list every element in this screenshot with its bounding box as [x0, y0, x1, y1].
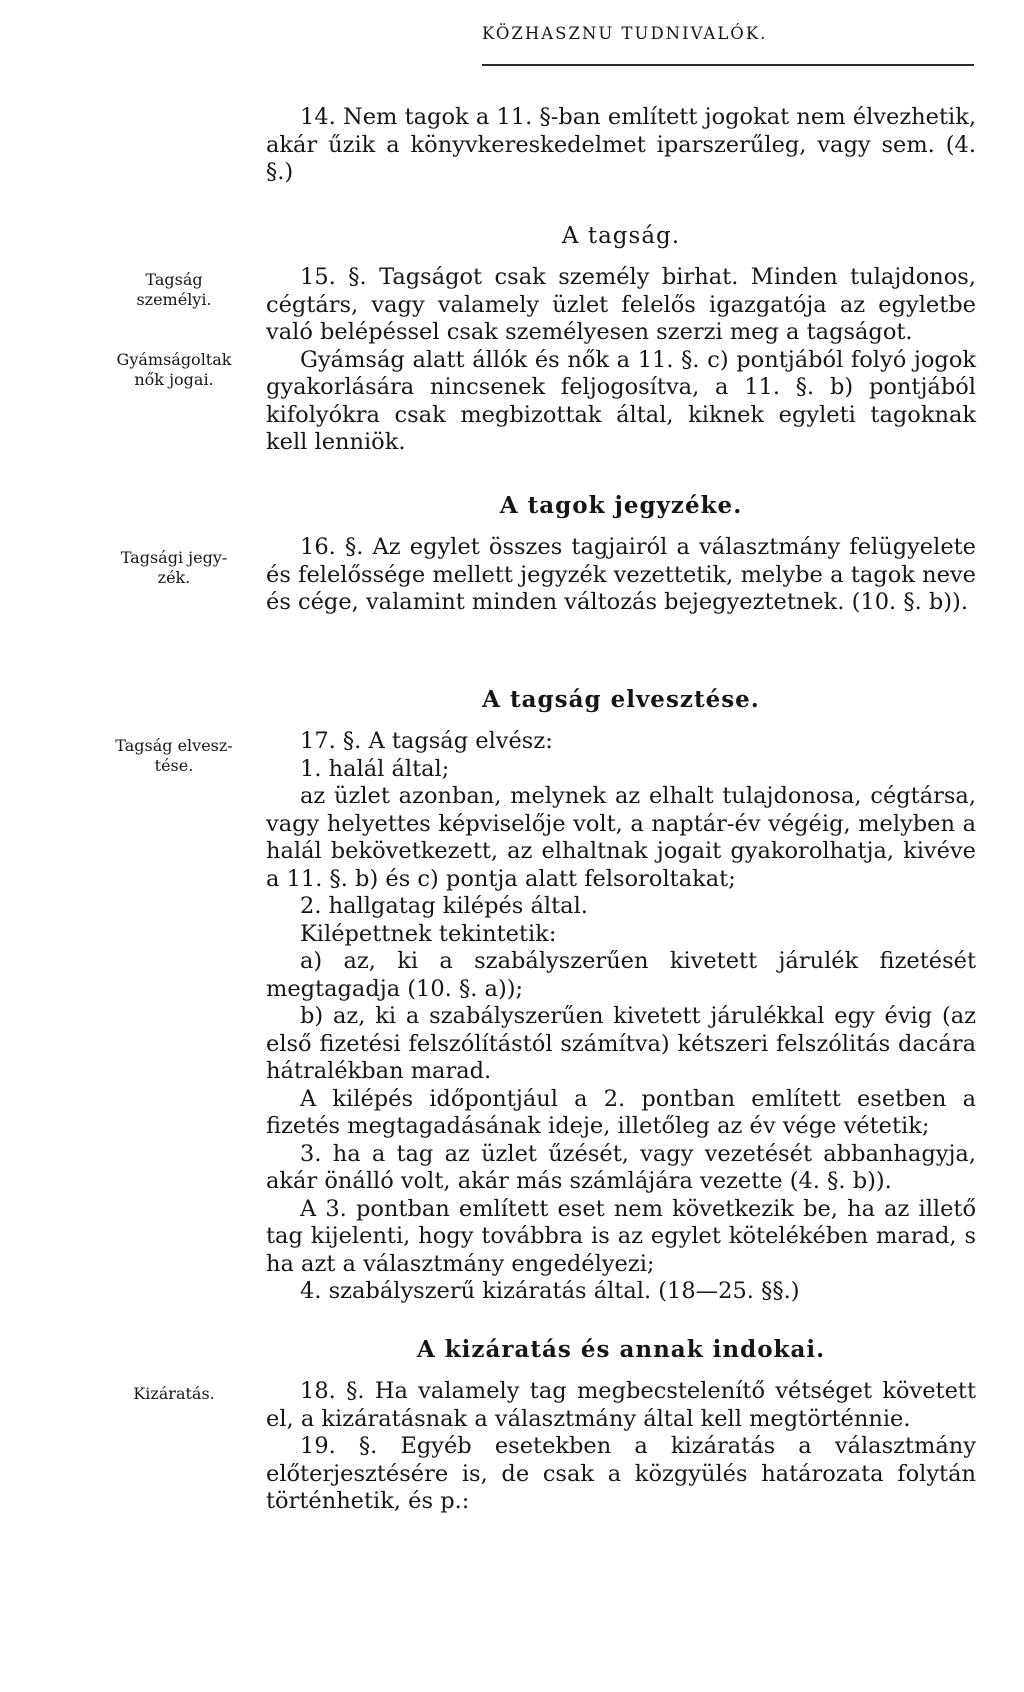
- heading-tagsag: A tagság.: [561, 223, 681, 249]
- paragraph-17-uzlet: az üzlet azonban, melynek az elhalt tulajdonosa, cégtársa, vagy helyettes képviselője volt, a naptár-év végéig, melyben a halál bekövetkezett, az elhaltnak jogait gyakorolhatja, kivéve a 11. §. b) és c) pontja alatt felsoroltakat;: [266, 783, 976, 892]
- paragraph-18: 18. §. Ha valamely tag megbecstelenítő vétséget követett el, a kizáratásnak a választmány által kell megtörténnie.: [266, 1378, 976, 1432]
- running-head: KÖZHASZNU TUDNIVALÓK.: [482, 24, 768, 43]
- margin-note-gyamsagoltak: Gyámságoltak nők jogai.: [116, 350, 232, 389]
- margin-note-tagsagi-jegyzek: Tagsági jegy- zék.: [120, 548, 228, 587]
- paragraph-16: 16. §. Az egylet összes tagjairól a választmány felügyelete és felelőssége mellett jegyzék vezettetik, melybe a tagok neve és cége, valamint minden változás bejegyeztetnek. (10. §. b)).: [266, 534, 976, 615]
- section-17-block: [266, 686, 976, 1306]
- paragraph-kilepettnek: Kilépettnek tekintetik:: [300, 920, 557, 947]
- paragraph-19: 19. §. Egyéb esetekben a kizáratás a választmány előterjesztésére is, de csak a közgyülés határozata folytán történhetik, és p.:: [266, 1433, 976, 1514]
- paragraph-15-gyamsag: Gyámság alatt állók és nők a 11. §. c) pontjából folyó jogok gyakorlására nincsenek feljogosítva, a 11. §. b) pontjából kifolyókra csak megbizottak által, kiknek egyleti tagoknak kell lenniök.: [266, 346, 976, 455]
- paragraph-15: 15. §. Tagságot csak személy birhat. Minden tulajdonos, cégtárs, vagy valamely üzlet felelős igazgatója az egyletbe való belépéssel csak személyesen szerzi meg a tagságot.: [266, 264, 976, 345]
- margin-note-tagsag-szemelyi: Tagság személyi.: [136, 270, 212, 309]
- list-item-halal: 1. halál által;: [300, 755, 450, 782]
- paragraph-14: 14. Nem tagok a 11. §-ban említett jogokat nem élvezhetik, akár űzik a könyvkereskedelmet iparszerűleg, vagy sem. (4. §.): [266, 104, 976, 185]
- paragraph-3-pont: A 3. pontban említett eset nem következik be, ha az illető tag kijelenti, hogy továbbra is az egylet kötelékében marad, s ha azt a választmány engedélyezi;: [266, 1195, 976, 1277]
- heading-tagok-jegyzeke: A tagok jegyzéke.: [499, 492, 743, 519]
- margin-note-tagsag-elvesztese: Tagság elvesz- tése.: [115, 736, 233, 775]
- paragraph-kilepes-idopont: A kilépés időpontjául a 2. pontban említett esetben a fizetés megtagadásának ideje, illetőleg az év vége vétetik;: [266, 1085, 976, 1139]
- list-item-hallgatag: 2. hallgatag kilépés által.: [300, 893, 588, 919]
- list-item-a: a) az, ki a szabályszerűen kivetett járulék fizetését megtagadja (10. §. a));: [266, 948, 976, 1002]
- section-16-block: [266, 492, 976, 617]
- header-rule: [482, 64, 974, 66]
- list-item-kizaratas: 4. szabályszerű kizáratás által. (18—25. §§.): [300, 1278, 800, 1304]
- margin-note-kizaratas: Kizáratás.: [133, 1384, 215, 1403]
- section-18-block: [266, 1336, 976, 1516]
- list-item-b: b) az, ki a szabályszerűen kivetett járulékkal egy évig (az első fizetési felszólítástól számítva) kétszeri felszólitás dacára hátralékban marad.: [266, 1003, 976, 1084]
- heading-kizaratas: A kizáratás és annak indokai.: [416, 1336, 826, 1363]
- list-item-uzles: 3. ha a tag az üzlet űzését, vagy vezetését abbanhagyja, akár önálló volt, akár más számlájára vezette (4. §. b)).: [266, 1140, 976, 1194]
- heading-tagsag-elvesztese: A tagság elvesztése.: [482, 686, 760, 713]
- paragraph-17-intro: 17. §. A tagság elvész:: [300, 728, 553, 754]
- section-14-block: [266, 104, 976, 187]
- section-15-block: [266, 222, 976, 457]
